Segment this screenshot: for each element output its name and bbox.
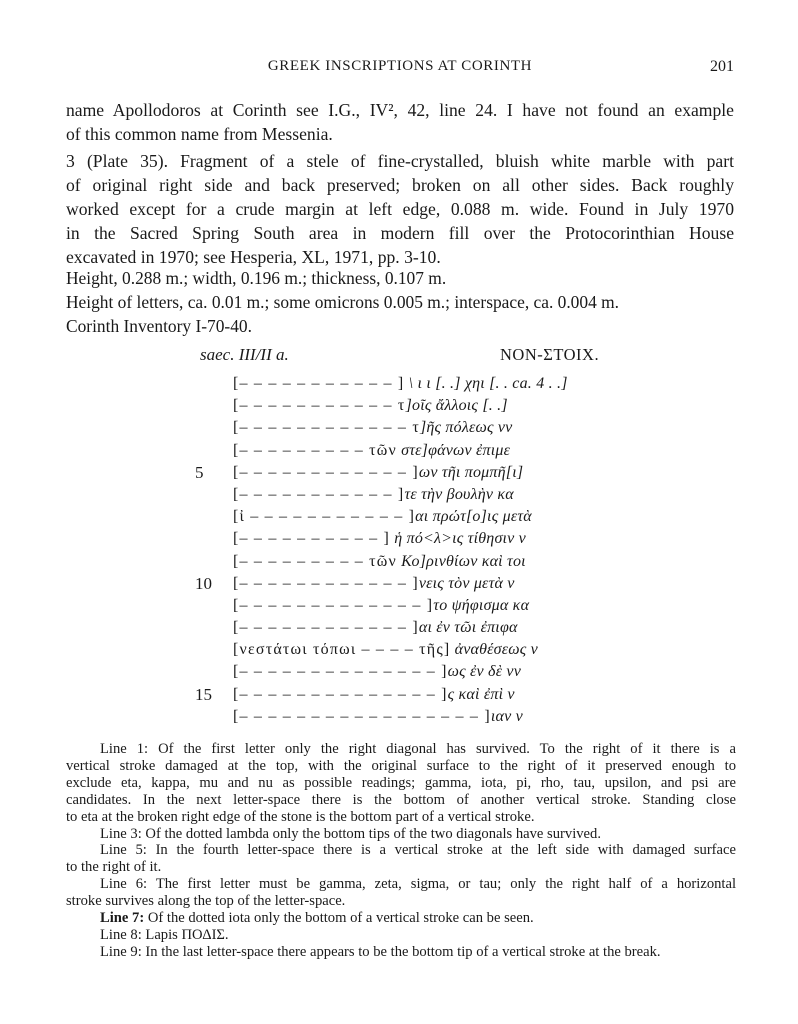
note-label: Line 6:	[100, 876, 156, 893]
lacuna-dashes: [– – – – – – – – – – – – ]	[233, 574, 419, 592]
entry-paragraph	[66, 149, 734, 269]
inscription-line	[195, 417, 615, 439]
lacuna-dashes: [– – – – – – – – – – – ]	[233, 375, 405, 392]
line-text	[233, 639, 538, 661]
note	[66, 842, 736, 876]
inscription-text	[195, 373, 615, 728]
note-line: Line 7: Of the dotted iota only the bottom of a vertical stroke can be seen.	[100, 910, 534, 927]
line-text	[233, 395, 508, 417]
greek-text: αι ἐν τῶι ἐπιφα	[418, 619, 518, 637]
inscription-line	[195, 639, 615, 661]
inscription-line	[195, 661, 615, 683]
measurements	[66, 266, 734, 338]
note-line: Line 3: Of the dotted lambda only the bottom tips of the two diagonals have survived.	[100, 825, 601, 842]
inscription-line	[195, 528, 615, 550]
lacuna-dashes: [– – – – – – – – – – ]	[233, 530, 391, 548]
lacuna-dashes: [– – – – – – – – – – – – ]	[233, 463, 419, 481]
inscription-line	[195, 395, 615, 417]
inscription-line	[195, 573, 615, 595]
note-line: vertical stroke damaged at the top, with the original surface to the right of it preserved enough to	[66, 757, 736, 774]
line-number: 5	[195, 462, 204, 482]
entry-line: 3 (Plate 35). Fragment of a stele of fine-crystalled, bluish white marble with part	[66, 151, 734, 171]
note-label: Line 3:	[100, 825, 146, 842]
note-label: Line 1:	[100, 741, 159, 757]
line-text	[233, 573, 515, 595]
lacuna-dashes: [– – – – – – – – – τῶν	[233, 441, 397, 459]
line-text	[233, 551, 526, 573]
line-text	[233, 706, 523, 728]
intro-line: name Apollodoros at Corinth see I.G., IV², 42, line 24. I have not found an example	[66, 100, 734, 120]
line-text	[233, 684, 515, 706]
line-number: 10	[195, 573, 212, 593]
text-date: saec. III/II a.	[200, 345, 289, 364]
inscription-line	[195, 595, 615, 617]
note-line: to the right of it.	[66, 859, 162, 876]
note	[66, 741, 736, 826]
note-label: Line 8:	[100, 926, 146, 943]
note-line: Line 9: In the last letter-space there appears to be the bottom tip of a vertical stroke at the break.	[100, 943, 661, 960]
inscription-line	[195, 373, 615, 395]
inscription-line	[195, 684, 615, 706]
line-text	[233, 595, 529, 617]
note-line: Line 6: The first letter must be gamma, zeta, sigma, or tau; only the right half of a horizontal	[100, 876, 736, 893]
intro-line: of this common name from Messenia.	[66, 124, 333, 144]
running-head-title: GREEK INSCRIPTIONS AT CORINTH	[267, 58, 533, 74]
greek-text: το ψήφισμα κα	[433, 596, 530, 614]
lacuna-dashes: [νεστάτωι τόπωι – – – – τῆς]	[233, 641, 451, 659]
note-line: to eta at the broken right edge of the stone is the bottom part of a vertical stroke.	[66, 808, 535, 825]
note-line: Line 8: Lapis ΠΟΔΙΣ.	[100, 926, 229, 943]
greek-text: στε]φάνων ἐπιμε	[396, 441, 511, 459]
line-text	[233, 440, 510, 462]
greek-text: ]ῆς πόλεως vv	[419, 419, 513, 437]
line-text	[233, 661, 521, 683]
greek-text: ων τῆι πομπῆ[ι]	[418, 463, 524, 481]
lacuna-dashes: [– – – – – – – – – – – – τ	[233, 419, 420, 437]
lacuna-dashes: [– – – – – – – – – – – – – – ]	[233, 663, 448, 681]
inscription-line	[195, 617, 615, 639]
note-label: Line 7:	[100, 910, 148, 927]
lacuna-dashes: [– – – – – – – – – – – – – ]	[233, 596, 434, 614]
greek-text: ς καὶ ἐπὶ v	[447, 685, 515, 703]
note-label: Line 5:	[100, 842, 156, 859]
note-line: stroke survives along the top of the letter-space.	[66, 893, 346, 910]
running-head	[66, 58, 734, 80]
lacuna-dashes: [– – – – – – – – – – – ]	[233, 485, 405, 503]
greek-text: ως ἐν δὲ vv	[447, 663, 521, 681]
line-text	[233, 462, 523, 484]
note	[66, 944, 736, 961]
greek-text: ιαν v	[490, 707, 523, 725]
lacuna-dashes: [– – – – – – – – – – – – ]	[233, 619, 419, 637]
measurement-line: Corinth Inventory I-70-40.	[66, 316, 252, 336]
line-text	[233, 484, 514, 506]
inscription-line	[195, 506, 615, 528]
lacuna-dashes: [– – – – – – – – – – – – – – ]	[233, 685, 448, 703]
lacuna-dashes: [– – – – – – – – – – – – – – – – – ]	[233, 707, 491, 725]
note-label: Line 9:	[100, 943, 146, 960]
greek-text: ἀναθέσεως v	[450, 641, 538, 659]
line-text	[233, 506, 532, 528]
inscription-line	[195, 484, 615, 506]
inscription-line	[195, 440, 615, 462]
intro-paragraph	[66, 98, 734, 146]
line-text	[233, 617, 518, 639]
entry-line: in the Sacred Spring South area in modern fill over the Protocorinthian House	[66, 223, 734, 243]
page-number: 201	[710, 58, 734, 75]
greek-text: αι πρώτ[ο]ις μετὰ	[415, 508, 532, 526]
lacuna-dashes: [– – – – – – – – – – – τ	[233, 397, 406, 415]
greek-text: τε τὴν βουλὴν κα	[404, 485, 514, 503]
inscription-line	[195, 706, 615, 728]
entry-line: excavated in 1970; see Hesperia, XL, 1971, pp. 3-10.	[66, 247, 441, 267]
entry-line: of original right side and back preserved; broken on all other sides. Back roughly	[66, 175, 734, 195]
greek-text: ἡ πό<λ>ις τίθησιν v	[390, 530, 526, 548]
inscription-line	[195, 551, 615, 573]
line-text	[233, 528, 526, 550]
greek-text: ]οῖς ἄλλοις [. .]	[405, 397, 508, 415]
greek-text: \ ι ι [. .] χηι [. . ca. 4 . .]	[404, 375, 568, 392]
greek-text: Κο]ρινθίων καὶ τοι	[396, 552, 526, 570]
line-number: 15	[195, 684, 212, 704]
lacuna-dashes: [ἰ – – – – – – – – – – – ]	[233, 508, 416, 526]
note	[66, 927, 736, 944]
note-line: candidates. In the next letter-space there is the bottom of another vertical stroke. Standing close	[66, 791, 736, 808]
greek-text: νεις τὸν μετὰ v	[418, 574, 515, 592]
note-line: Line 1: Of the first letter only the right diagonal has survived. To the right of it there is a	[100, 741, 736, 757]
note	[66, 876, 736, 910]
measurement-line: Height of letters, ca. 0.01 m.; some omicrons 0.005 m.; interspace, ca. 0.004 m.	[66, 292, 619, 312]
line-text	[233, 373, 568, 395]
note-line: exclude eta, kappa, mu and nu as possible readings; gamma, iota, pi, rho, tau, upsilon, and psi are	[66, 774, 736, 791]
apparatus-notes	[66, 741, 736, 961]
inscription-line	[195, 462, 615, 484]
line-text	[233, 417, 512, 439]
text-style: NON-ΣΤΟΙΧ.	[500, 345, 600, 364]
note	[66, 826, 736, 843]
measurement-line: Height, 0.288 m.; width, 0.196 m.; thickness, 0.107 m.	[66, 268, 447, 288]
note	[66, 910, 736, 927]
note-line: Line 5: In the fourth letter-space there is a vertical stroke at the left side with damaged surface	[100, 842, 736, 859]
lacuna-dashes: [– – – – – – – – – τῶν	[233, 552, 397, 570]
entry-line: worked except for a crude margin at left edge, 0.088 m. wide. Found in July 1970	[66, 199, 734, 219]
